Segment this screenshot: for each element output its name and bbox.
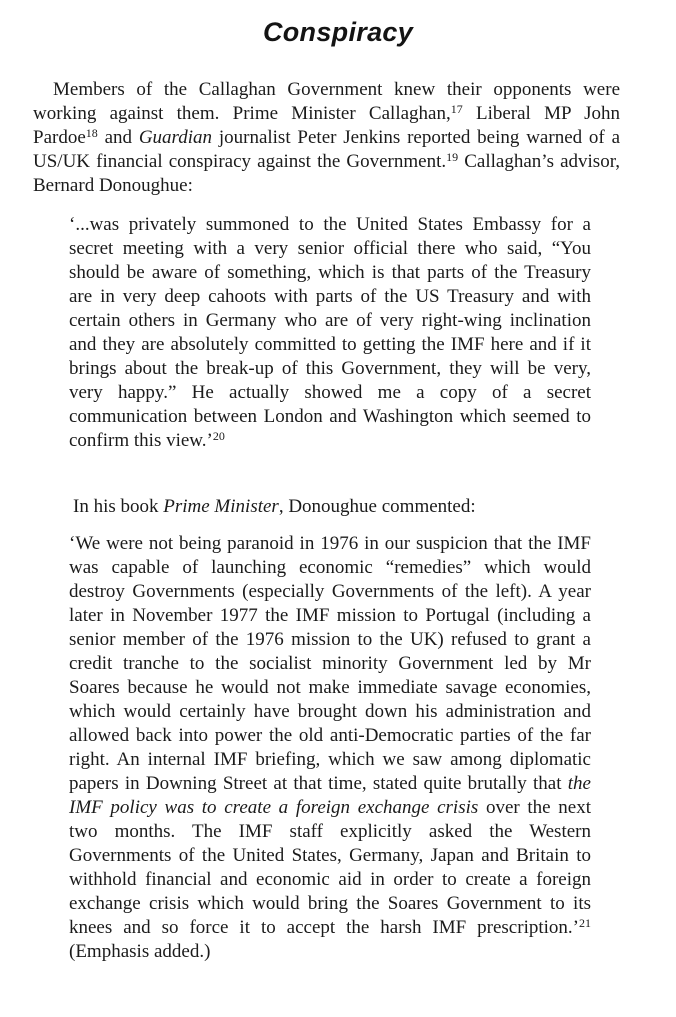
page-title: Conspiracy — [262, 17, 414, 47]
text-run: journalist Peter Jenkins reported being warned of a US/UK financial conspiracy against the Government. — [33, 127, 621, 172]
text-run: over the next two months. The IMF staff explicitly asked the Western Governments of the United States, Germany, Japan and Britain to withhold financial and economic aid in order to create a foreign exchange crisis which would bring the Soares Government to its knees and so force it to accept the harsh IMF prescription.’ — [69, 797, 591, 938]
text-run: Liberal MP John Pardoe — [33, 103, 620, 148]
footnote-ref: 18 — [85, 126, 98, 140]
paragraph-prime-minister-leadin — [73, 495, 620, 519]
text-run: , Donoughue commented: — [278, 496, 476, 517]
text-run: Callaghan’s advisor, Bernard Donoughue: — [33, 151, 621, 196]
text-run: and — [97, 127, 139, 148]
text-run: (Emphasis added.) — [69, 941, 211, 962]
emphasis-text: Prime Minister — [163, 496, 279, 517]
emphasis-text: the IMF policy was to create a foreign exchange crisis — [69, 773, 591, 818]
footnote-ref: 17 — [450, 102, 463, 116]
text-run: Members of the Callaghan Government knew their opponents were working against them. Prime Minister Callaghan, — [33, 79, 620, 124]
footnote-ref: 19 — [446, 150, 459, 164]
footnote-ref: 20 — [212, 429, 225, 443]
text-run: ‘We were not being paranoid in 1976 in our suspicion that the IMF was capable of launching economic “remedies” which would destroy Governments (especially Governments of the left). A year later in November 1977 the IMF mission to Portugal (including a senior member of the 1976 mission to the UK) refused to grant a credit tranche to the socialist minority Government led by Mr Soares because he would not make immediate savage economies, which would certainly have brought down his administration and allowed back into power the old anti-Democratic parties of the far right. An internal IMF briefing, which we saw among diplomatic papers in Downing Street at that time, stated quite brutally that — [69, 533, 591, 794]
paragraph-callaghan-government — [33, 78, 620, 198]
footnote-ref: 21 — [579, 916, 591, 930]
quote-embassy-warning — [69, 213, 591, 453]
text-run: In his book — [73, 496, 164, 517]
quote-imf-portugal — [69, 532, 591, 964]
emphasis-text: Guardian — [138, 127, 213, 148]
text-run: ‘...was privately summoned to the United States Embassy for a secret meeting with a very senior official there who said, “You should be aware of something, which is that parts of the Treasury are in very deep cahoots with parts of the US Treasury and with certain others in Germany who are of very right-wing inclination and they are absolutely committed to getting the IMF here and if it brings about the break-up of this Government, they will be very, very happy.” He actually showed me a copy of a secret communication between London and Washington which seemed to confirm this view.’ — [69, 214, 591, 451]
